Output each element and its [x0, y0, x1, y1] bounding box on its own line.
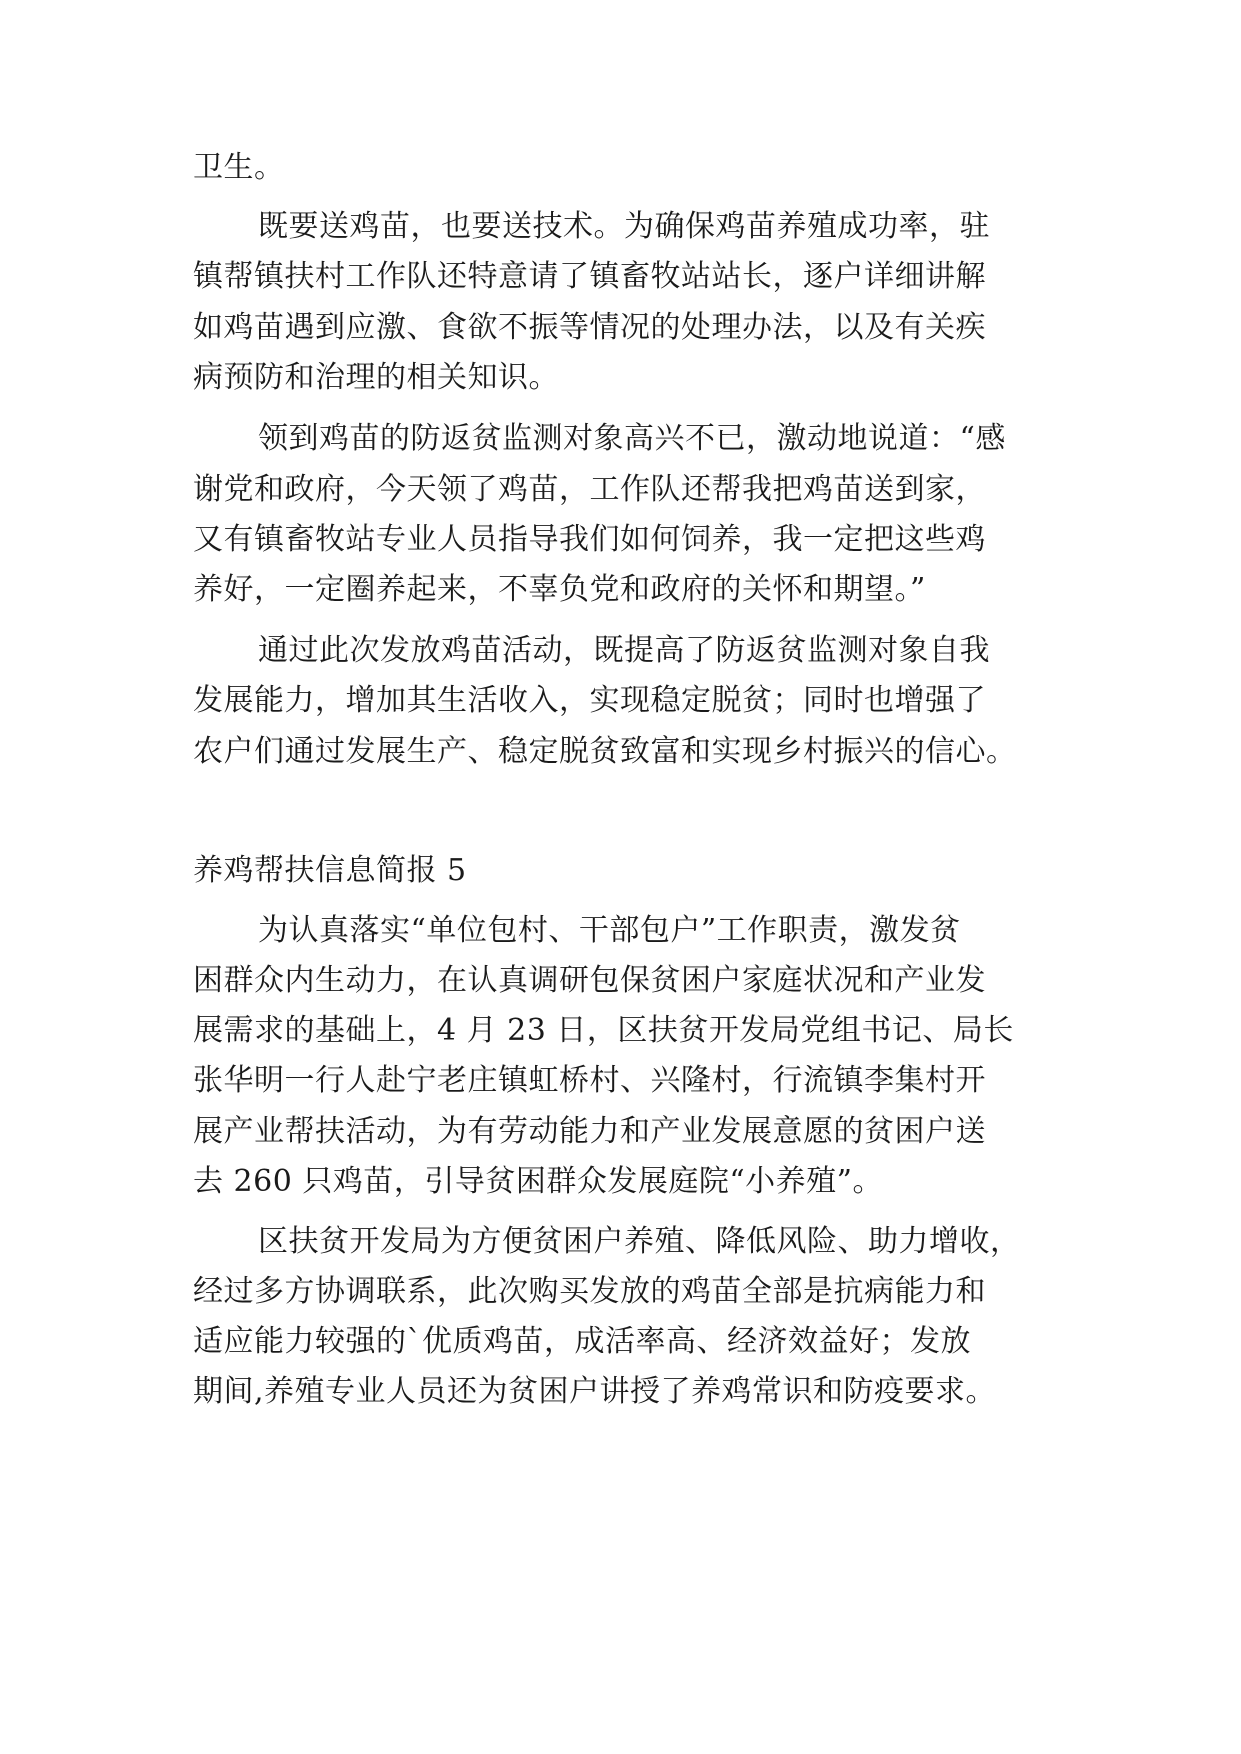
paragraph-line: 为认真落实“单位包村、干部包户”工作职责，激发贫 — [258, 913, 961, 948]
paragraph-line: 去 260 只鸡苗，引导贫困群众发展庭院“小养殖”。 — [193, 1164, 884, 1199]
paragraph-line: 区扶贫开发局为方便贫困户养殖、降低风险、助力增收， — [258, 1224, 1021, 1259]
paragraph-line: 如鸡苗遇到应激、食欲不振等情况的处理办法，以及有关疾 — [193, 310, 986, 345]
paragraph-line: 养好，一定圈养起来，不辜负党和政府的关怀和期望。” — [193, 572, 926, 607]
paragraph-line: 镇帮镇扶村工作队还特意请了镇畜牧站站长，逐户详细讲解 — [193, 259, 986, 294]
paragraph-line: 又有镇畜牧站专业人员指导我们如何饲养，我一定把这些鸡 — [193, 522, 986, 557]
paragraph-line: 困群众内生动力，在认真调研包保贫困户家庭状况和产业发 — [193, 963, 986, 998]
paragraph-line: 卫生。 — [193, 150, 285, 185]
paragraph-line: 经过多方协调联系，此次购买发放的鸡苗全部是抗病能力和 — [193, 1274, 986, 1309]
paragraph-line: 谢党和政府，今天领了鸡苗，工作队还帮我把鸡苗送到家， — [193, 472, 986, 507]
paragraph-line: 张华明一行人赴宁老庄镇虹桥村、兴隆村，行流镇李集村开 — [193, 1063, 986, 1098]
paragraph-line: 农户们通过发展生产、稳定脱贫致富和实现乡村振兴的信心。 — [193, 734, 1017, 769]
paragraph-line: 发展能力，增加其生活收入，实现稳定脱贫；同时也增强了 — [193, 683, 986, 718]
paragraph-line: 展产业帮扶活动，为有劳动能力和产业发展意愿的贫困户送 — [193, 1114, 986, 1149]
paragraph-line: 期间,养殖专业人员还为贫困户讲授了养鸡常识和防疫要求。 — [193, 1374, 997, 1409]
section-heading: 养鸡帮扶信息简报 5 — [193, 853, 467, 888]
paragraph-line: 展需求的基础上，4 月 23 日，区扶贫开发局党组书记、局长 — [193, 1013, 1014, 1048]
paragraph-line: 既要送鸡苗，也要送技术。为确保鸡苗养殖成功率，驻 — [258, 209, 990, 244]
paragraph-line: 病预防和治理的相关知识。 — [193, 360, 559, 395]
paragraph-line: 适应能力较强的`优质鸡苗，成活率高、经济效益好；发放 — [193, 1324, 971, 1359]
paragraph-line: 领到鸡苗的防返贫监测对象高兴不已，激动地说道：“感 — [258, 421, 1006, 456]
paragraph-line: 通过此次发放鸡苗活动，既提高了防返贫监测对象自我 — [258, 633, 990, 668]
